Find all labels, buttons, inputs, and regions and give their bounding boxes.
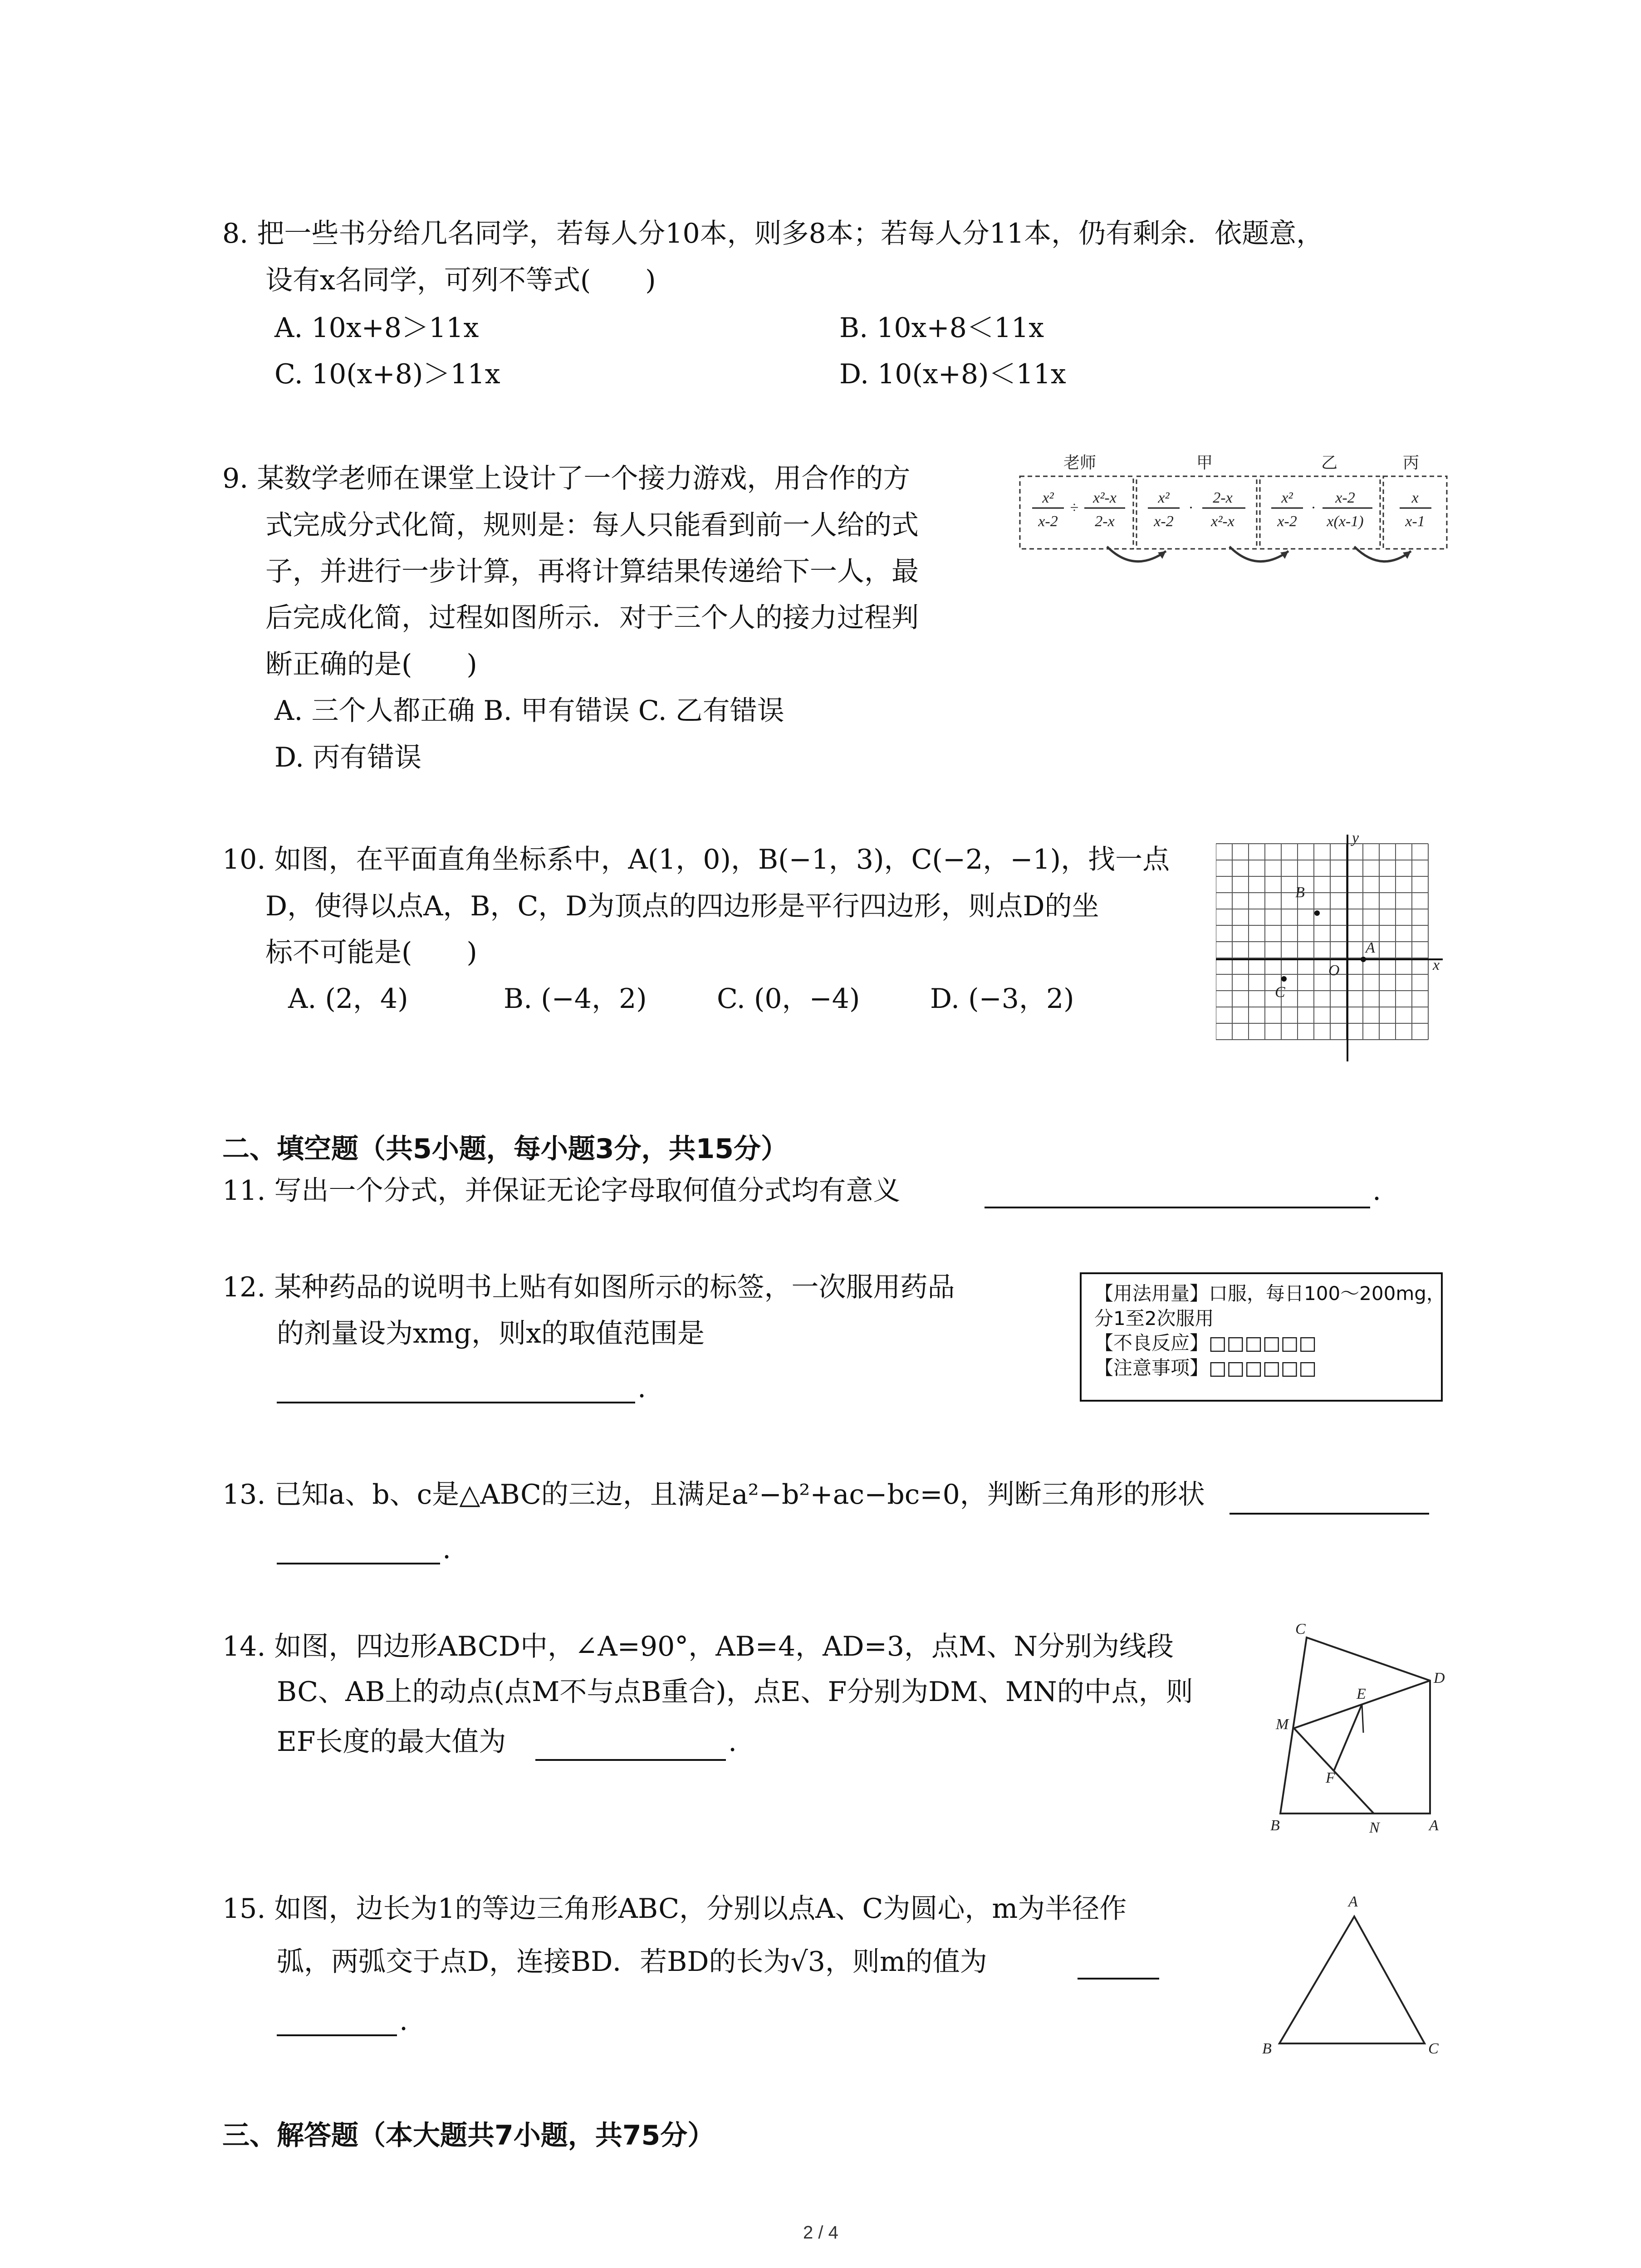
svg-text:B: B <box>1295 884 1305 901</box>
q12-line1: 12. 某种药品的说明书上贴有如图所示的标签，一次服用药品 <box>222 1271 955 1303</box>
q8-line2: 设有x名同学，可列不等式( ) <box>265 264 656 296</box>
point-b <box>1314 910 1320 916</box>
q8-line1: 8. 把一些书分给几名同学，若每人分10本，则多8本；若每人分11本，仍有剩余．依题意， <box>222 218 1324 249</box>
label-line-4: 【注意事项】□□□□□□ <box>1094 1356 1317 1379</box>
svg-text:B: B <box>1270 1817 1280 1834</box>
label-line-2: 分1至2次服用 <box>1094 1307 1214 1330</box>
page-number: 2 / 4 <box>803 2223 838 2243</box>
svg-text:E: E <box>1357 1686 1366 1702</box>
equilateral-triangle-abc <box>1279 1916 1425 2043</box>
q15-answer-blank-1[interactable] <box>1078 1978 1159 1980</box>
svg-text:x²-x: x²-x <box>1211 513 1234 530</box>
svg-text:2-x: 2-x <box>1095 513 1115 530</box>
quadrilateral-figure <box>1252 1624 1456 1837</box>
svg-text:x-2: x-2 <box>1277 513 1297 530</box>
q15-line1: 15. 如图，边长为1的等边三角形ABC，分别以点A、C为圆心，m为半径作 <box>222 1893 1127 1925</box>
q9-line1: 9. 某数学老师在课堂上设计了一个接力游戏，用合作的方 <box>222 463 911 494</box>
svg-text:y: y <box>1352 830 1359 846</box>
header-teacher: 老师 <box>1063 454 1097 472</box>
q9-line2: 式完成分式化简，规则是：每人只能看到前一人给的式 <box>265 509 919 541</box>
svg-text:x-1: x-1 <box>1405 513 1425 530</box>
q12-answer-blank[interactable] <box>277 1402 635 1403</box>
svg-text:x-2: x-2 <box>1038 513 1058 530</box>
q9-line4: 后完成化简，过程如图所示．对于三个人的接力过程判 <box>265 602 919 634</box>
header-yi: 乙 <box>1321 454 1338 472</box>
q8-option-b: B. 10x+8＜11x <box>839 312 1044 344</box>
q15-line2: 弧，两弧交于点D，连接BD．若BD的长为√3，则m的值为 <box>277 1946 987 1978</box>
q13-answer-blank-2[interactable] <box>277 1563 440 1564</box>
svg-text:N: N <box>1369 1819 1380 1836</box>
svg-text:x²: x² <box>1158 489 1170 506</box>
q11-end: . <box>1372 1175 1381 1207</box>
q10-option-b: B. (−4，2) <box>504 983 647 1015</box>
q9-options-line2: D. 丙有错误 <box>274 742 422 773</box>
q10-line2: D，使得以点A，B，C，D为顶点的四边形是平行四边形，则点D的坐 <box>265 890 1099 922</box>
svg-text:x²: x² <box>1281 489 1293 506</box>
medicine-label <box>1080 1272 1443 1402</box>
q14-end: . <box>728 1726 737 1758</box>
point-c <box>1281 976 1287 982</box>
svg-text:÷: ÷ <box>1070 499 1079 516</box>
svg-text:M: M <box>1276 1716 1289 1733</box>
q12-end: . <box>637 1372 647 1404</box>
q8-option-a: A. 10x+8＞11x <box>274 312 479 344</box>
svg-text:B: B <box>1262 2040 1272 2057</box>
q10-option-a: A. (2，4) <box>288 983 408 1015</box>
q10-option-c: C. (0，−4) <box>717 983 860 1015</box>
label-line-3: 【不良反应】□□□□□□ <box>1094 1332 1317 1354</box>
svg-text:A: A <box>1366 939 1375 956</box>
svg-text:·: · <box>1188 499 1194 516</box>
svg-text:A: A <box>1429 1817 1439 1834</box>
svg-text:x-2: x-2 <box>1335 489 1355 506</box>
q8-option-d: D. 10(x+8)＜11x <box>839 358 1066 390</box>
q11-text: 11. 写出一个分式，并保证无论字母取何值分式均有意义 <box>222 1175 901 1207</box>
svg-text:x(x-1): x(x-1) <box>1327 513 1364 530</box>
q13-end: . <box>442 1533 451 1565</box>
q14-answer-blank[interactable] <box>535 1759 726 1761</box>
q13-line1: 13. 已知a、b、c是△ABC的三边，且满足a²−b²+ac−bc=0，判断三角形的形状 <box>222 1479 1205 1510</box>
svg-text:x: x <box>1433 957 1440 973</box>
svg-text:A: A <box>1348 1893 1358 1910</box>
q13-answer-blank-1[interactable] <box>1230 1513 1429 1515</box>
box-bing <box>1383 476 1447 549</box>
svg-text:2-x: 2-x <box>1213 489 1233 506</box>
point-a <box>1361 957 1366 962</box>
svg-text:x²-x: x²-x <box>1093 489 1117 506</box>
section-2-title: 二、填空题（共5小题，每小题3分，共15分） <box>222 1133 788 1165</box>
coordinate-grid-figure <box>1216 826 1461 1070</box>
q8-option-c: C. 10(x+8)＞11x <box>274 358 500 390</box>
svg-text:x: x <box>1411 489 1419 506</box>
q15-answer-blank-2[interactable] <box>277 2034 397 2036</box>
q9-line5: 断正确的是( ) <box>265 649 477 680</box>
q15-end: . <box>399 2005 408 2037</box>
section-3-title: 三、解答题（本大题共7小题，共75分） <box>222 2120 715 2151</box>
q12-line2: 的剂量设为xmg，则x的取值范围是 <box>277 1318 705 1349</box>
svg-text:F: F <box>1326 1769 1335 1786</box>
svg-text:D: D <box>1434 1670 1445 1686</box>
header-bing: 丙 <box>1402 454 1420 472</box>
svg-text:C: C <box>1275 984 1285 1001</box>
q14-line3: EF长度的最大值为 <box>277 1726 506 1758</box>
box-jia <box>1136 476 1257 549</box>
label-line-1: 【用法用量】口服，每日100～200mg， <box>1094 1282 1445 1305</box>
q10-line1: 10. 如图，在平面直角坐标系中，A(1，0)，B(−1，3)，C(−2，−1)，找一点 <box>222 844 1170 875</box>
q14-line2: BC、AB上的动点(点M不与点B重合)，点E、F分别为DM、MN的中点，则 <box>277 1676 1193 1708</box>
svg-text:x²: x² <box>1042 489 1054 506</box>
svg-text:O: O <box>1328 962 1340 979</box>
svg-text:C: C <box>1428 2040 1439 2057</box>
header-jia: 甲 <box>1196 454 1213 472</box>
q10-line3: 标不可能是( ) <box>265 937 477 968</box>
q9-line3: 子，并进行一步计算，再将计算结果传递给下一人，最 <box>265 556 919 587</box>
svg-text:x-2: x-2 <box>1154 513 1174 530</box>
box-yi <box>1260 476 1380 549</box>
q14-line1: 14. 如图，四边形ABCD中，∠A=90°，AB=4，AD=3，点M、N分别为线段 <box>222 1631 1174 1662</box>
triangle-figure <box>1252 1889 1461 2062</box>
q10-option-d: D. (−3，2) <box>930 983 1074 1015</box>
svg-text:C: C <box>1295 1624 1306 1637</box>
svg-text:·: · <box>1311 499 1316 516</box>
q11-answer-blank[interactable] <box>985 1207 1370 1208</box>
segment-ef <box>1334 1704 1362 1771</box>
q9-options-line1: A. 三个人都正确 B. 甲有错误 C. 乙有错误 <box>274 695 784 727</box>
relay-figure <box>1016 449 1452 572</box>
